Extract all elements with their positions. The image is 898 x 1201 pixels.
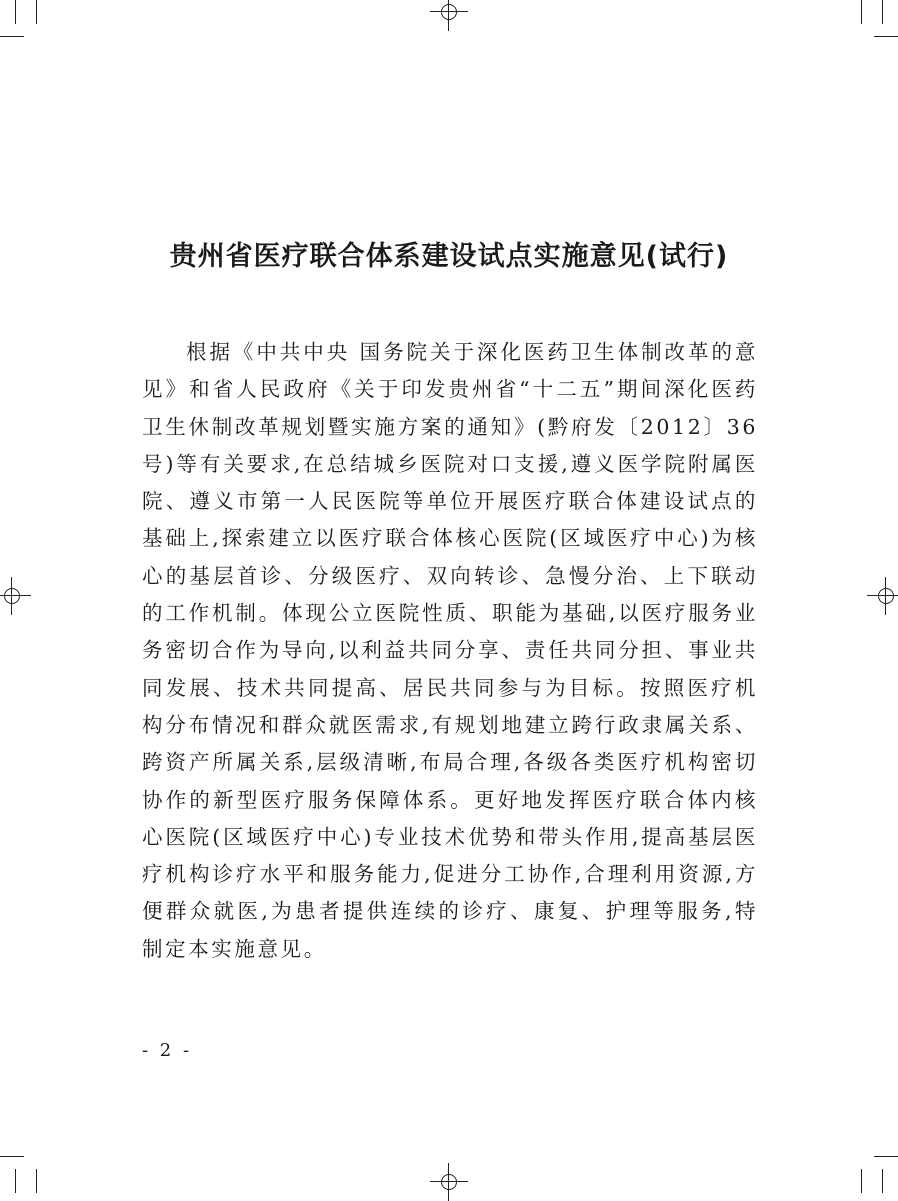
crop-mark-bottom-right-v2	[882, 1169, 883, 1193]
crop-mark-top-left-v2	[36, 0, 37, 24]
document-title: 贵州省医疗联合体系建设试点实施意见(试行)	[169, 241, 729, 272]
crop-mark-top-right-h	[874, 36, 898, 37]
crop-mark-top-right-v1	[861, 0, 862, 24]
crop-mark-bottom-left-v2	[36, 1169, 37, 1193]
registration-mark-top	[438, 1, 460, 23]
page-number: - 2 -	[142, 1040, 193, 1061]
registration-mark-bottom	[438, 1171, 460, 1193]
crop-mark-bottom-right-v1	[861, 1169, 862, 1193]
body-paragraph: 根据《中共中央 国务院关于深化医药卫生体制改革的意见》和省人民政府《关于印发贵州省“十二五”期间深化医药卫生休制改革规划暨实施方案的通知》(黔府发〔2012〕36号)等有关要求,在总结城乡医院对口支援,遵义医学院附属医院、遵义市第一人民医院等单位开展医疗联合体建设试点的基础上,探索建立以医疗联合体核心医院(区域医疗中心)为核心的基层首诊、分级医疗、双向转诊、急慢分治、上下联动的工作机制。体现公立医院性质、职能为基础,以医疗服务业务密切合作为导向,以利益共同分享、责任共同分担、事业共同发展、技术共同提高、居民共同参与为目标。按照医疗机构分布情况和群众就医需求,有规划地建立跨行政隶属关系、跨资产所属关系,层级清晰,布局合理,各级各类医疗机构密切协作的新型医疗服务保障体系。更好地发挥医疗联合体内核心医院(区域医疗中心)专业技术优势和带头作用,提高基层医疗机构诊疗水平和服务能力,促进分工协作,合理利用资源,方便群众就医,为患者提供连续的诊疗、康复、护理等服务,特制定本实施意见。	[142, 340, 758, 961]
crop-mark-top-left-v1	[15, 0, 16, 24]
registration-mark-left	[1, 585, 23, 607]
crop-mark-bottom-left-h	[0, 1156, 24, 1157]
crop-mark-top-left-h	[0, 36, 24, 37]
crop-mark-top-right-v2	[882, 0, 883, 24]
crop-mark-bottom-left-v1	[15, 1169, 16, 1193]
registration-mark-right	[875, 585, 897, 607]
crop-mark-bottom-right-h	[874, 1156, 898, 1157]
